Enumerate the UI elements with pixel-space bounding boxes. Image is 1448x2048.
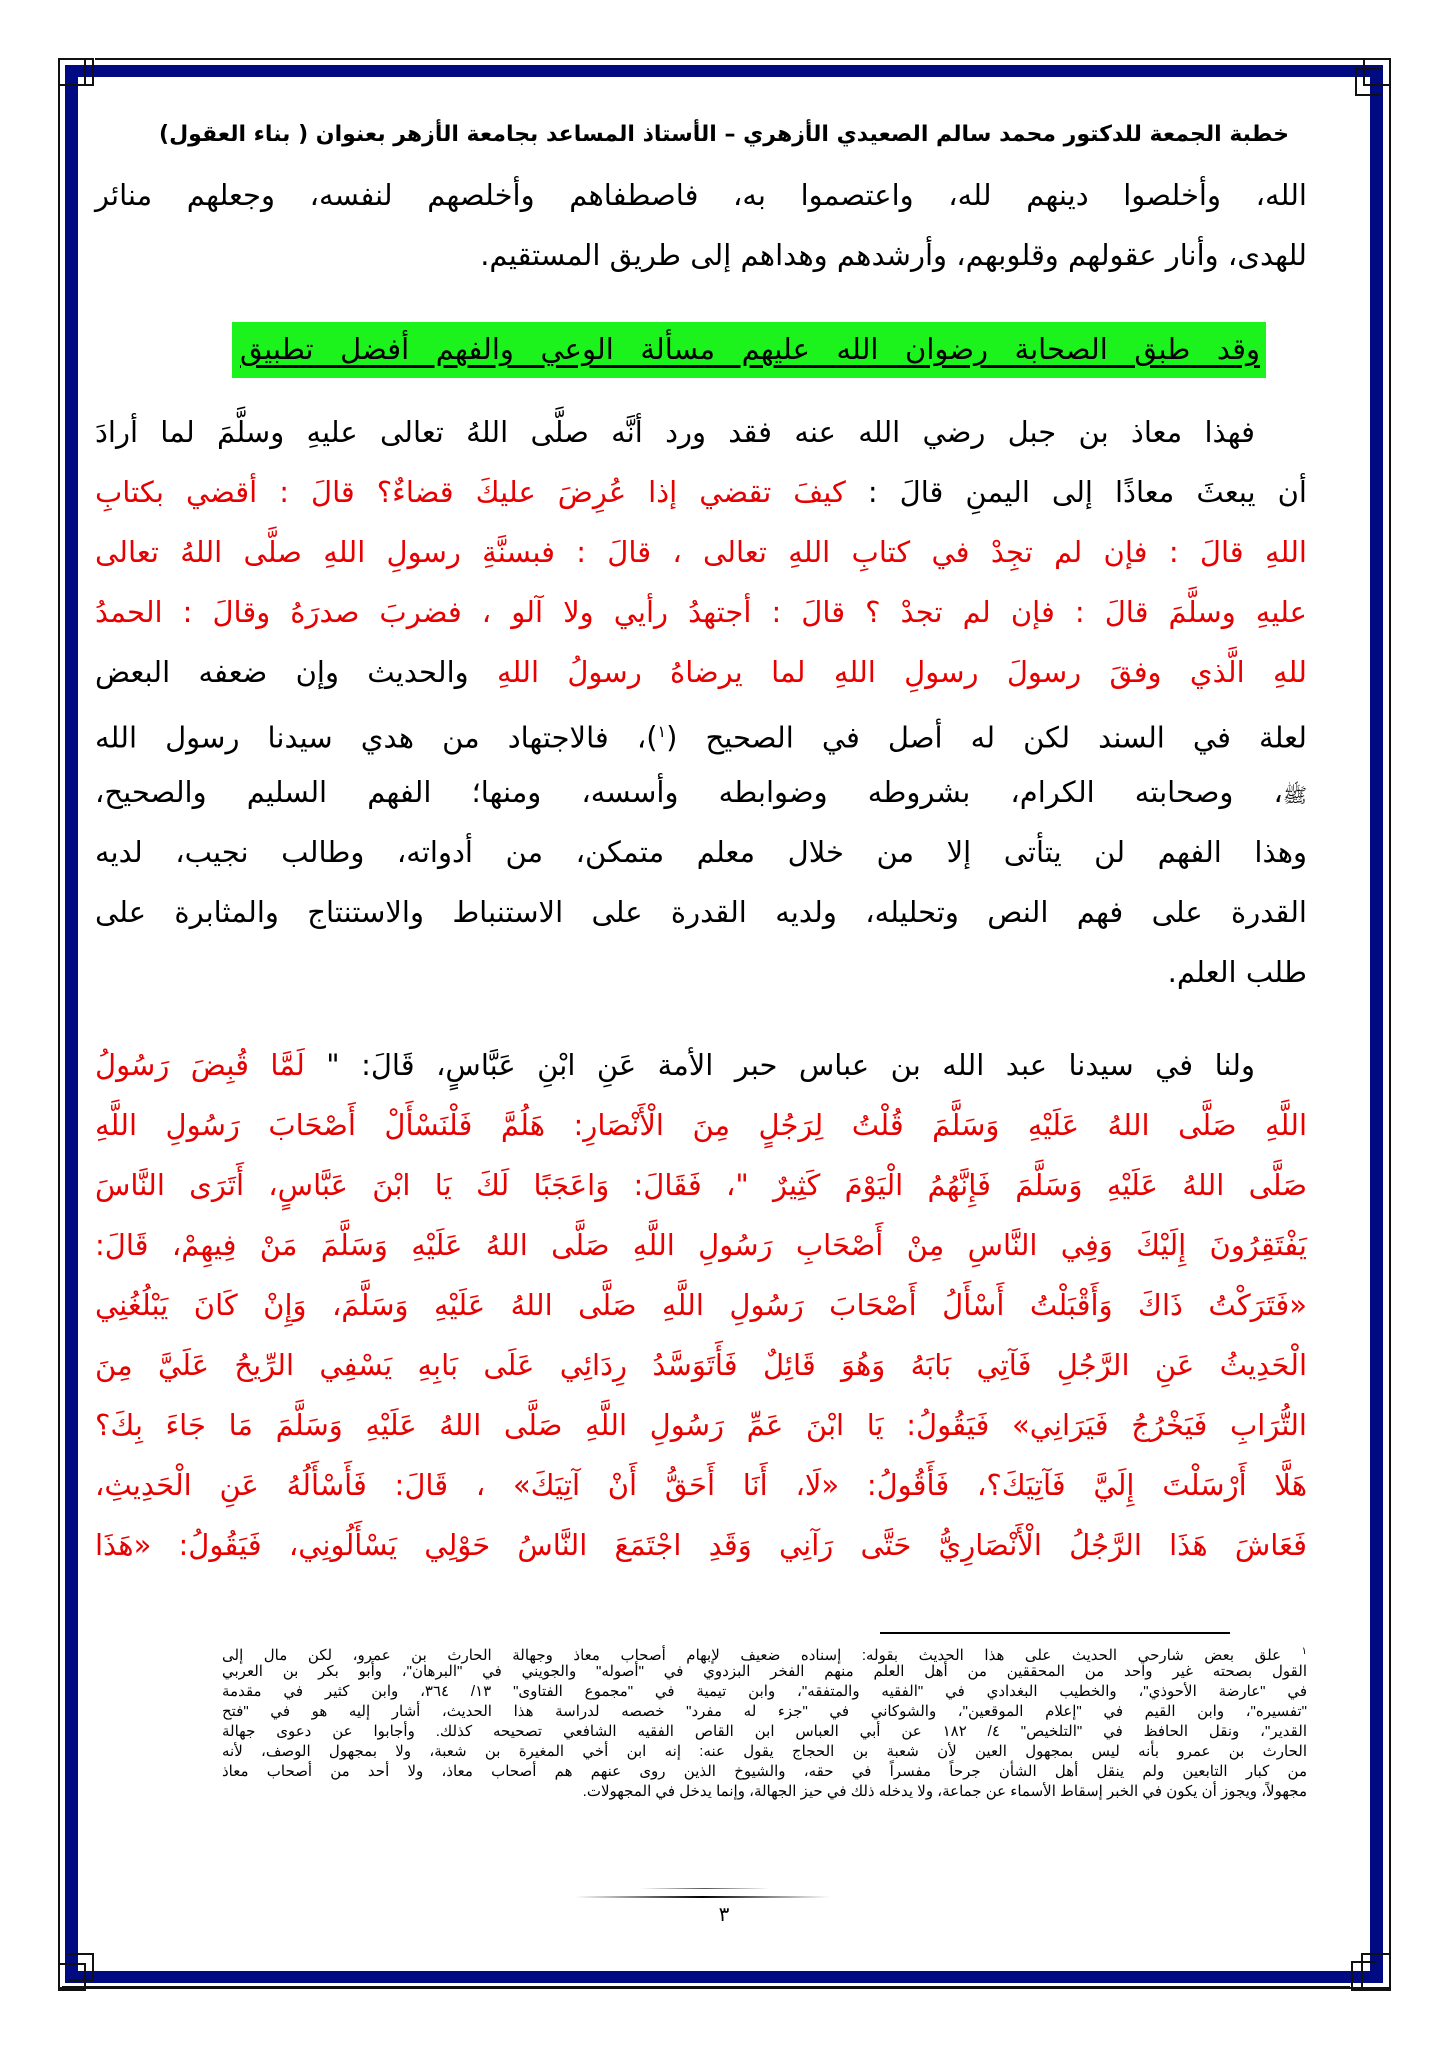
body-line [95,472,1307,512]
page-header-title: خطبة الجمعة للدكتور محمد سالم الصعيدي الأزهري – الأستاذ المساعد بجامعة الأزهر بعنوان ( بناء العقول) [159,122,1289,147]
footnote-text: علق بعض شارحي الحديث على هذا الحديث بقوله: إسناده ضعيف لإبهام أصحاب معاذ وجهالة الحارث بن عمرو، لكن مال إلى [222,1647,1282,1664]
footnote-line: القدير"، ونقل الحافظ في "التلخيص" ٤/ ١٨٢ عن أبي العباس ابن القاص الفقيه الشافعي تصحيحه كذلك. وأجابوا عن دعوى جهالة [222,1723,1307,1740]
footnote-reference[interactable]: ١ [657,722,667,741]
body-line [95,652,1307,692]
corner-ornament-bottom-right-b [1351,1961,1377,1991]
border-top-band [65,65,1383,77]
section-heading: وقد طبق الصحابة رضوان الله عليهم مسألة الوعي والفهم أفضل تطبيق [240,332,1260,366]
hadith-line: اللهِ قالَ : فإن لم تجِدْ في كتابِ اللهِ تعالى ، قالَ : فبسنَّةِ رسولِ اللهِ صلَّى اللهُ تعالى [95,535,1307,569]
narration-text: ولنا في سيدنا عبد الله بن عباس حبر الأمة عَنِ ابْنِ عَبَّاسٍ، قَالَ: " [304,1048,1256,1082]
border-right-band [1370,65,1383,1983]
corner-ornament-top-right-b [1355,68,1381,96]
body-line: الله، وأخلصوا دينهم لله، واعتصموا به، فاصطفاهم وأخلصهم لنفسه، وجعلهم منائر [95,178,1307,212]
footnote-line: "تفسيره"، وابن القيم في "إعلام الموقعين"، والشوكاني في "جزء له مفرد" خصصه لدراسة هذا الحديث، أشار إليه هو في "فتح [222,1703,1307,1720]
border-outer-top-line [95,58,1365,60]
body-line: للهدى، وأنار عقولهم وقلوبهم، وأرشدهم وهداهم إلى طريق المستقيم. [480,238,1307,272]
hadith-line: فَعَاشَ هَذَا الرَّجُلُ الْأَنْصَارِيُّ حَتَّى رَآنِي وَقَدِ اجْتَمَعَ النَّاسُ حَوْلِي يَسْأَلُونِي، فَيَقُولُ: «هَذَا [95,1528,1307,1562]
footnote-line: الحارث بن عمرو بأنه ليس بمجهول العين لأن شعبة بن الحجاج يقول عنه: إنه ابن أخي المغيرة بن شعبة، ولا بمجهول الوصف، لأنه [222,1743,1307,1760]
commentary-text: والحديث وإن ضعفه البعض [95,655,497,689]
hadith-text: كيفَ تقضي إذا عُرِضَ عليكَ قضاءٌ؟ قالَ : أقضي بكتابِ [95,475,846,509]
border-left-band [65,65,78,1983]
body-line: وهذا الفهم لن يتأتى إلا من خلال معلم متمكن، من أدواته، وطالب نجيب، لديه [95,835,1307,869]
body-line [95,712,1307,758]
body-line: القدرة على فهم النص وتحليله، ولديه القدرة على الاستنباط والاستنتاج والمثابرة على [95,895,1307,929]
hadith-line: عليهِ وسلَّمَ قالَ : فإن لم تجدْ ؟ قالَ : أجتهدُ رأيي ولا آلو ، فضربَ صدرَهُ وقالَ : الحمدُ [95,595,1307,629]
border-bottom-band [65,1971,1383,1983]
hadith-text: لَمَّا قُبِضَ رَسُولُ [95,1048,305,1082]
corner-ornament-bottom-left-b [68,1953,94,1981]
commentary-text: لعلة في السند لكن له أصل في الصحيح ( [666,720,1307,755]
commentary-text: ، وصحابته الكرام، بشروطه وضوابطه وأسسه، ومنها؛ الفهم السليم والصحيح، [95,775,1283,809]
footnote-line: من كبار التابعين ولم ينقل أهل الشأن جرحاً مفسراً في حقه، والشيوخ الذين روى عنهم هم أصحاب معاذ، ولا أحد من أصحاب معاذ [222,1763,1307,1780]
hadith-line: اللَّهِ صَلَّى اللهُ عَلَيْهِ وَسَلَّمَ قُلْتُ لِرَجُلٍ مِنَ الْأَنْصَارِ: هَلُمَّ فَلْنَسْأَلْ أَصْحَابَ رَسُولِ اللَّهِ [95,1108,1307,1142]
hadith-line: التُّرَابِ فَيَخْرُجُ فَيَرَانِي» فَيَقُولُ: يَا ابْنَ عَمِّ رَسُولِ اللَّهِ صَلَّى اللهُ عَلَيْهِ وَسَلَّمَ مَا جَاءَ بِكَ؟ [95,1408,1307,1442]
hadith-line: يَفْتَقِرُونَ إِلَيْكَ وَفِي النَّاسِ مِنْ أَصْحَابِ رَسُولِ اللَّهِ صَلَّى اللهُ عَلَيْهِ وَسَلَّمَ مَنْ فِيهِمْ، قَالَ: [95,1228,1307,1262]
hadith-text: للهِ الَّذي وفقَ رسولَ رسولِ اللهِ لما يرضاهُ رسولُ اللهِ [497,655,1307,689]
hadith-line: الْحَدِيثُ عَنِ الرَّجُلِ فَآتِي بَابَهُ وَهُوَ قَائِلٌ فَأَتَوَسَّدُ رِدَائِي عَلَى بَابِهِ يَسْفِي الرِّيحُ عَلَيَّ مِنَ [95,1348,1307,1382]
hadith-line: صَلَّى اللهُ عَلَيْهِ وَسَلَّمَ فَإِنَّهُمُ الْيَوْمَ كَثِيرٌ "، فَقَالَ: وَاعَجَبًا لَكَ يَا ابْنَ عَبَّاسٍ، أَتَرَى النَّاسَ [95,1168,1307,1202]
body-line: فهذا معاذ بن جبل رضي الله عنه فقد ورد أنَّه صلَّى اللهُ تعالى عليهِ وسلَّمَ لما أرادَ [95,415,1255,449]
footnote-separator [880,1632,1230,1634]
salawat-symbol: ﷺ [1282,783,1307,807]
hadith-line: هَلَّا أَرْسَلْتَ إِلَيَّ فَآتِيَكَ؟، فَأَقُولُ: «لَا، أَنَا أَحَقُّ أَنْ آتِيَكَ» ، قَالَ: فَأَسْأَلُهُ عَنِ الْحَدِيثِ، [95,1468,1307,1502]
page-number-rule-upper [640,1888,770,1889]
body-line: طلب العلم. [1167,955,1307,989]
commentary-text: )، فالاجتهاد من هدي سيدنا رسول الله [95,720,658,755]
page-number-rule-lower [575,1896,830,1898]
page-number: ٣ [718,1902,730,1926]
footnote-line: القول بصحته غير واحد من المحققين من أهل العلم منهم الفخر البزدوي في "أصوله" والجويني في "البرهان"، وأبو بكر بن العربي [222,1663,1307,1680]
hadith-line: «فَتَرَكْتُ ذَاكَ وَأَقْبَلْتُ أَسْأَلُ أَصْحَابَ رَسُولِ اللَّهِ صَلَّى اللهُ عَلَيْهِ وَسَلَّمَ، وَإِنْ كَانَ يَبْلُغُنِي [95,1288,1307,1322]
corner-ornament-top-left-b [68,58,94,86]
footnote-marker: ١ [1301,1646,1307,1657]
border-inner-bottom-line [62,1986,1350,1988]
footnote-line: في "عارضة الأحوذي"، والخطيب البغدادي في "الفقيه والمتفقه"، وابن تيمية في "مجموع الفتاوى" ١٣/ ٣٦٤، وابن كثير في مقدمة [222,1683,1307,1700]
narration-text: أن يبعثَ معاذًا إلى اليمنِ قالَ : [845,475,1307,509]
body-line [95,772,1307,815]
body-line [95,1045,1307,1085]
footnote-line: مجهولاً، ويجوز أن يكون في الخبر إسقاط الأسماء عن جماعة، ولا يدخله ذلك في حيز الجهالة، وإنما يدخل في المجهولات. [582,1783,1307,1800]
